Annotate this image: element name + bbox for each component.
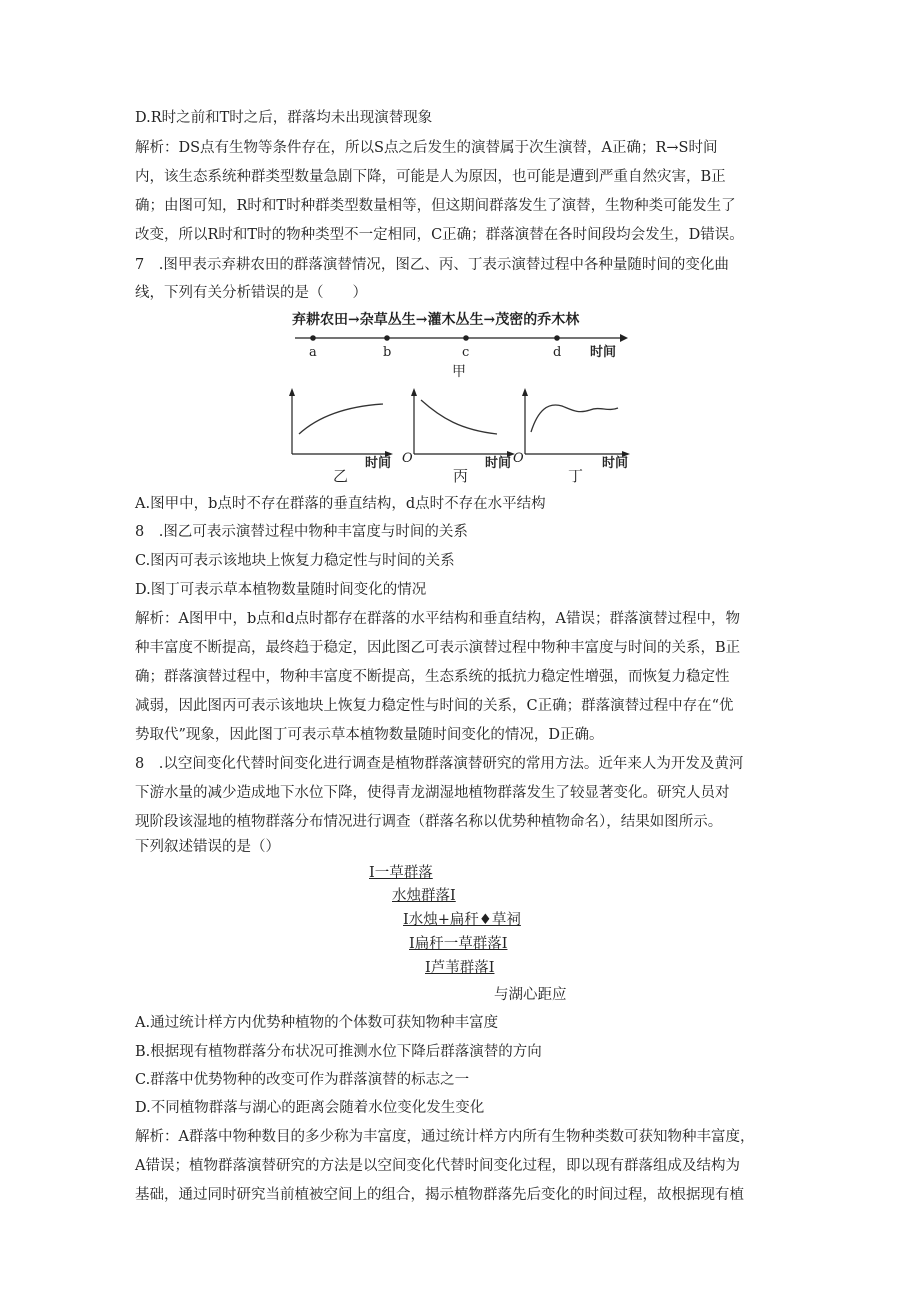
explanation-q6-line3: 确；由图可知，R时和T时种群类型数量相等，但这期间群落发生了演替，生物种类可能发生了 — [135, 198, 736, 214]
lake-row-5: I芦苇群落I — [425, 960, 495, 976]
explanation-q7-line3: 确；群落演替过程中，物种丰富度不断提高，生态系统的抵抗力稳定性增强，而恢复力稳定性 — [135, 669, 730, 685]
jia-point-c — [463, 335, 469, 341]
explanation-q6-line2: 内，该生态系统种群类型数量急剧下降，可能是人为原因，也可能是遭到严重自然灾害，B正 — [135, 169, 726, 185]
option-b-q7: 8 .图乙可表示演替过程中物种丰富度与时间的关系 — [135, 524, 468, 540]
bing-curve — [421, 400, 497, 434]
jia-axis-label: 时间 — [590, 345, 617, 360]
bing-x-label: 时间 — [485, 456, 512, 471]
explanation-q8-line3: 基础，通过同时研究当前植被空间上的组合，揭示植物群落先后变化的时间过程，故根据现有植 — [135, 1187, 744, 1203]
explanation-q7-line5: 势取代”现象，因此图丁可表示草本植物数量随时间变化的情况，D正确。 — [135, 727, 604, 743]
explanation-q7-line4: 减弱，因此图丙可表示该地块上恢复力稳定性与时间的关系，C正确；群落演替过程中存在“优 — [135, 698, 734, 714]
question-8-line4: 下列叙述错误的是（） — [135, 839, 280, 855]
bing-caption: 丙 — [453, 467, 469, 485]
lake-row-4: I扁秆一草群落I — [409, 936, 508, 952]
option-d-q8: D.不同植物群落与湖心的距离会随着水位变化发生变化 — [135, 1100, 485, 1116]
bing-y-arrow — [411, 388, 417, 396]
question-7-line2: 线，下列有关分析错误的是（ ） — [135, 285, 367, 301]
jia-point-a — [310, 335, 316, 341]
jia-label-b: b — [383, 345, 392, 360]
jia-label-c: c — [462, 345, 470, 360]
yi-caption: 乙 — [333, 467, 349, 485]
explanation-q7-line1: 解析：A图甲中，b点和d点时都存在群落的水平结构和垂直结构，A错误；群落演替过程中，物 — [135, 611, 741, 627]
explanation-q8-line2: A错误；植物群落演替研究的方法是以空间变化代替时间变化过程，即以现有群落组成及结构为 — [135, 1158, 740, 1174]
jia-point-b — [384, 335, 390, 341]
jia-caption: 甲 — [452, 364, 466, 380]
jia-label-d: d — [553, 345, 562, 360]
yi-y-arrow — [289, 388, 295, 396]
explanation-q7-line2: 种丰富度不断提高，最终趋于稳定，因此图乙可表示演替过程中物种丰富度与时间的关系，B正 — [135, 640, 741, 656]
ding-origin: O — [513, 451, 524, 466]
lake-row-2: 水烛群落I — [392, 888, 456, 904]
option-d-q7: D.图丁可表示草本植物数量随时间变化的情况 — [135, 582, 427, 598]
jia-stage-text: 弃耕农田→杂草丛生→灌木丛生→茂密的乔木林 — [292, 312, 580, 328]
jia-arrowhead — [620, 334, 628, 342]
explanation-q6-line1: 解析：DS点有生物等条件存在，所以S点之后发生的演替属于次生演替，A正确；R→S时间 — [135, 140, 718, 156]
option-d-q6: D.R时之前和T时之后，群落均未出现演替现象 — [135, 110, 433, 126]
option-a-q8: A.通过统计样方内优势种植物的个体数可获知物种丰富度 — [135, 1015, 499, 1031]
figure-bing — [401, 388, 521, 488]
option-c-q8: C.群落中优势物种的改变可作为群落演替的标志之一 — [135, 1072, 470, 1088]
question-8-line2: 下游水量的减少造成地下水位下降，使得青龙湖湿地植物群落发生了较显著变化。研究人员对 — [135, 785, 730, 801]
yi-x-label: 时间 — [365, 456, 392, 471]
lake-row-1: I一草群落 — [369, 865, 433, 881]
lake-row-3: I水烛+扁秆♦草祠 — [403, 912, 521, 928]
yi-curve — [299, 404, 383, 434]
explanation-q8-line1: 解析：A群落中物种数目的多少称为丰富度，通过统计样方内所有生物种类数可获知物种丰富度， — [135, 1129, 755, 1145]
option-a-q7: A.图甲中，b点时不存在群落的垂直结构，d点时不存在水平结构 — [135, 496, 546, 512]
bing-origin: O — [402, 451, 413, 466]
figure-ding — [512, 388, 637, 488]
explanation-q6-line4: 改变，所以R时和T时的物种类型不一定相同，C正确；群落演替在各时间段均会发生，D错误。 — [135, 227, 744, 243]
ding-caption: 丁 — [568, 467, 584, 485]
lake-axis-label: 与湖心距应 — [494, 987, 567, 1003]
jia-label-a: a — [309, 345, 317, 360]
ding-y-arrow — [522, 388, 528, 396]
figure-yi — [283, 388, 398, 488]
question-8-line3: 现阶段该湿地的植物群落分布情况进行调查（群落名称以优势种植物命名），结果如图所示。 — [135, 814, 723, 830]
ding-curve — [531, 405, 618, 432]
jia-point-d — [554, 335, 560, 341]
question-8-line1: 8 .以空间变化代替时间变化进行调查是植物群落演替研究的常用方法。近年来人为开发及黄河 — [135, 756, 744, 772]
question-7-line1: 7 .图甲表示弃耕农田的群落演替情况，图乙、丙、丁表示演替过程中各种量随时间的变化曲 — [135, 257, 729, 273]
figure-jia — [280, 306, 640, 380]
ding-x-label: 时间 — [602, 456, 629, 471]
option-b-q8: B.根据现有植物群落分布状况可推测水位下降后群落演替的方向 — [135, 1044, 542, 1060]
option-c-q7: C.图丙可表示该地块上恢复力稳定性与时间的关系 — [135, 553, 455, 569]
